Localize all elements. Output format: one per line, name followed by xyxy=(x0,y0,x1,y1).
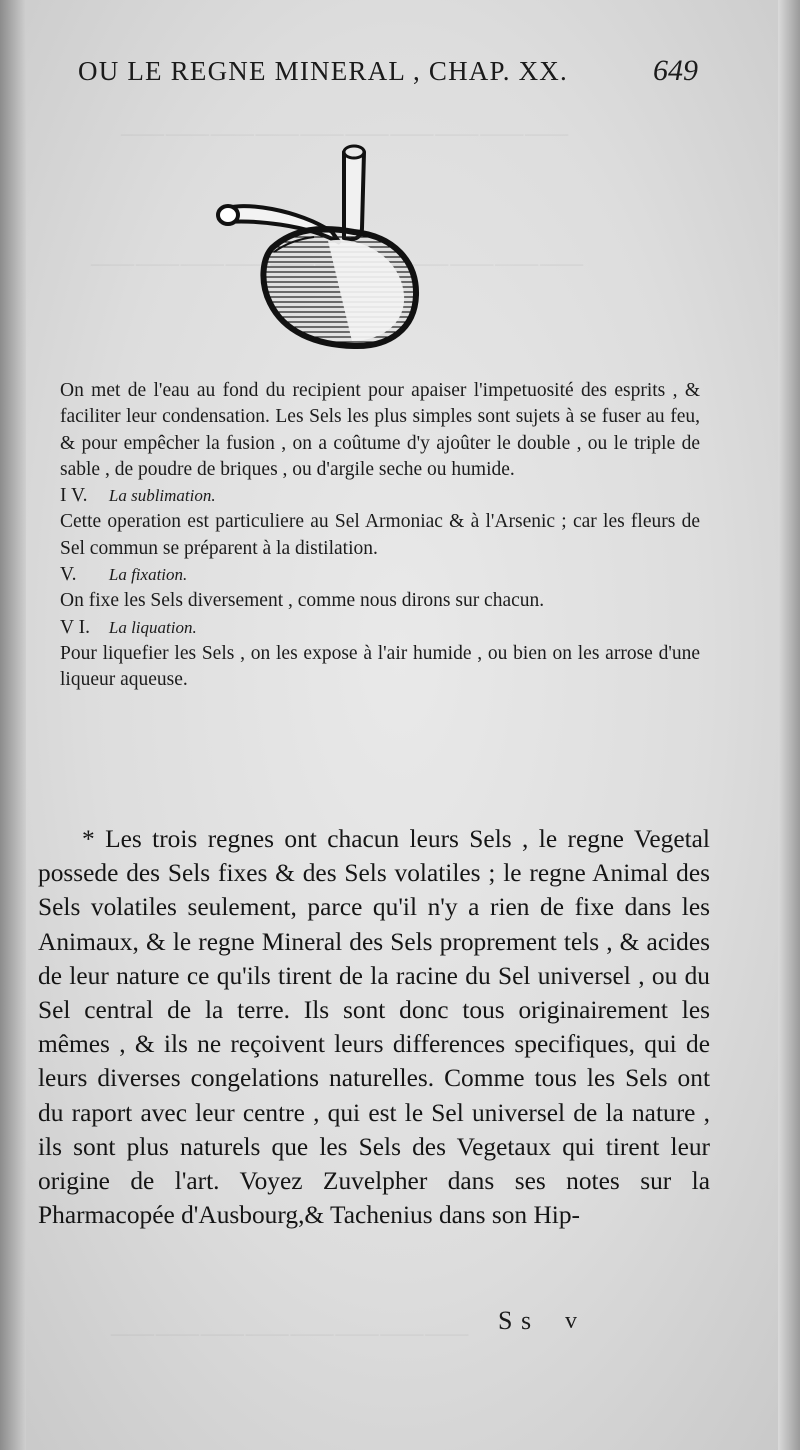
section-v-number: V. xyxy=(60,564,77,586)
section-iv-title: La sublimation. xyxy=(108,486,216,506)
section-vi-text: Pour liquefier les Sels , on les expose à l'air humide , ou bien on les arrose d'une liqueur aqueuse. xyxy=(60,642,700,691)
section-v xyxy=(60,562,700,588)
paragraph-condensation: On met de l'eau au fond du recipient pour apaiser l'impetuosité des esprits , & faciliter leur condensation. Les Sels les plus simples sont sujets à se fuser au feu, & pour empêcher la fusion , on a coûtume d'y ajoûter le double , ou le triple de sable , de poudre de briques , ou d'argile seche ou humide. xyxy=(60,380,700,480)
running-title: OU LE REGNE MINERAL , CHAP. XX. xyxy=(78,56,568,86)
section-v-text: On fixe les Sels diversement , comme nous dirons sur chacun. xyxy=(60,590,545,612)
show-through-text: ⸻⸻⸻⸻⸻⸻⸻⸻⸻⸻ xyxy=(120,124,570,144)
signature-mark: S s xyxy=(498,1306,533,1335)
page-right-shadow xyxy=(778,0,800,1450)
section-vi-title: La liquation. xyxy=(108,617,197,637)
show-through-text: ⸻⸻⸻⸻⸻⸻⸻⸻ xyxy=(110,1324,470,1344)
asterisk-mark: * xyxy=(82,825,95,853)
section-iv xyxy=(60,483,700,509)
paragraph-text: Les trois regnes ont chacun leurs Sels , le regne Vegetal possede des Sels fixes & des Sels volatiles ; le regne Animal des Sels volatiles seulement, parce qu'il n'y a rien de fixe dans les Animaux, & le regne Mineral des Sels proprement tels , & acides de leur nature ce qu'ils tirent de la racine du Sel universel , ou du Sel central de la terre. Ils sont donc tous originairement les mêmes , & ils ne reçoivent leurs differences specifiques, qui de leurs diverses congelations naturelles. Comme tous les Sels ont du raport avec leur centre , qui est le Sel universel de la nature , ils sont plus naturels que les Sels des Vegetaux qui tirent leur origine de l'art. Voyez Zuvelpher dans ses notes sur la Pharmacopée d'Ausbourg,& Tachenius dans son Hip- xyxy=(38,825,710,1230)
retort-vessel-illustration xyxy=(212,140,422,355)
section-vi xyxy=(60,615,700,641)
section-v-title: La fixation. xyxy=(108,565,188,585)
large-text-block xyxy=(38,822,710,1232)
page-header xyxy=(78,50,698,94)
section-vi-number: V I. xyxy=(60,616,90,638)
page-left-shadow xyxy=(0,0,26,1450)
paragraph-three-kingdoms xyxy=(38,822,710,1232)
small-text-block xyxy=(60,378,700,694)
page-number: 649 xyxy=(653,54,698,87)
section-iv-text: Cette operation est particuliere au Sel Armoniac & à l'Arsenic ; car les fleurs de Sel commun se préparent à la distilation. xyxy=(60,511,700,559)
catchword: v xyxy=(565,1308,577,1334)
retort-vessel-icon xyxy=(212,140,422,355)
section-iv-number: I V. xyxy=(60,485,88,507)
